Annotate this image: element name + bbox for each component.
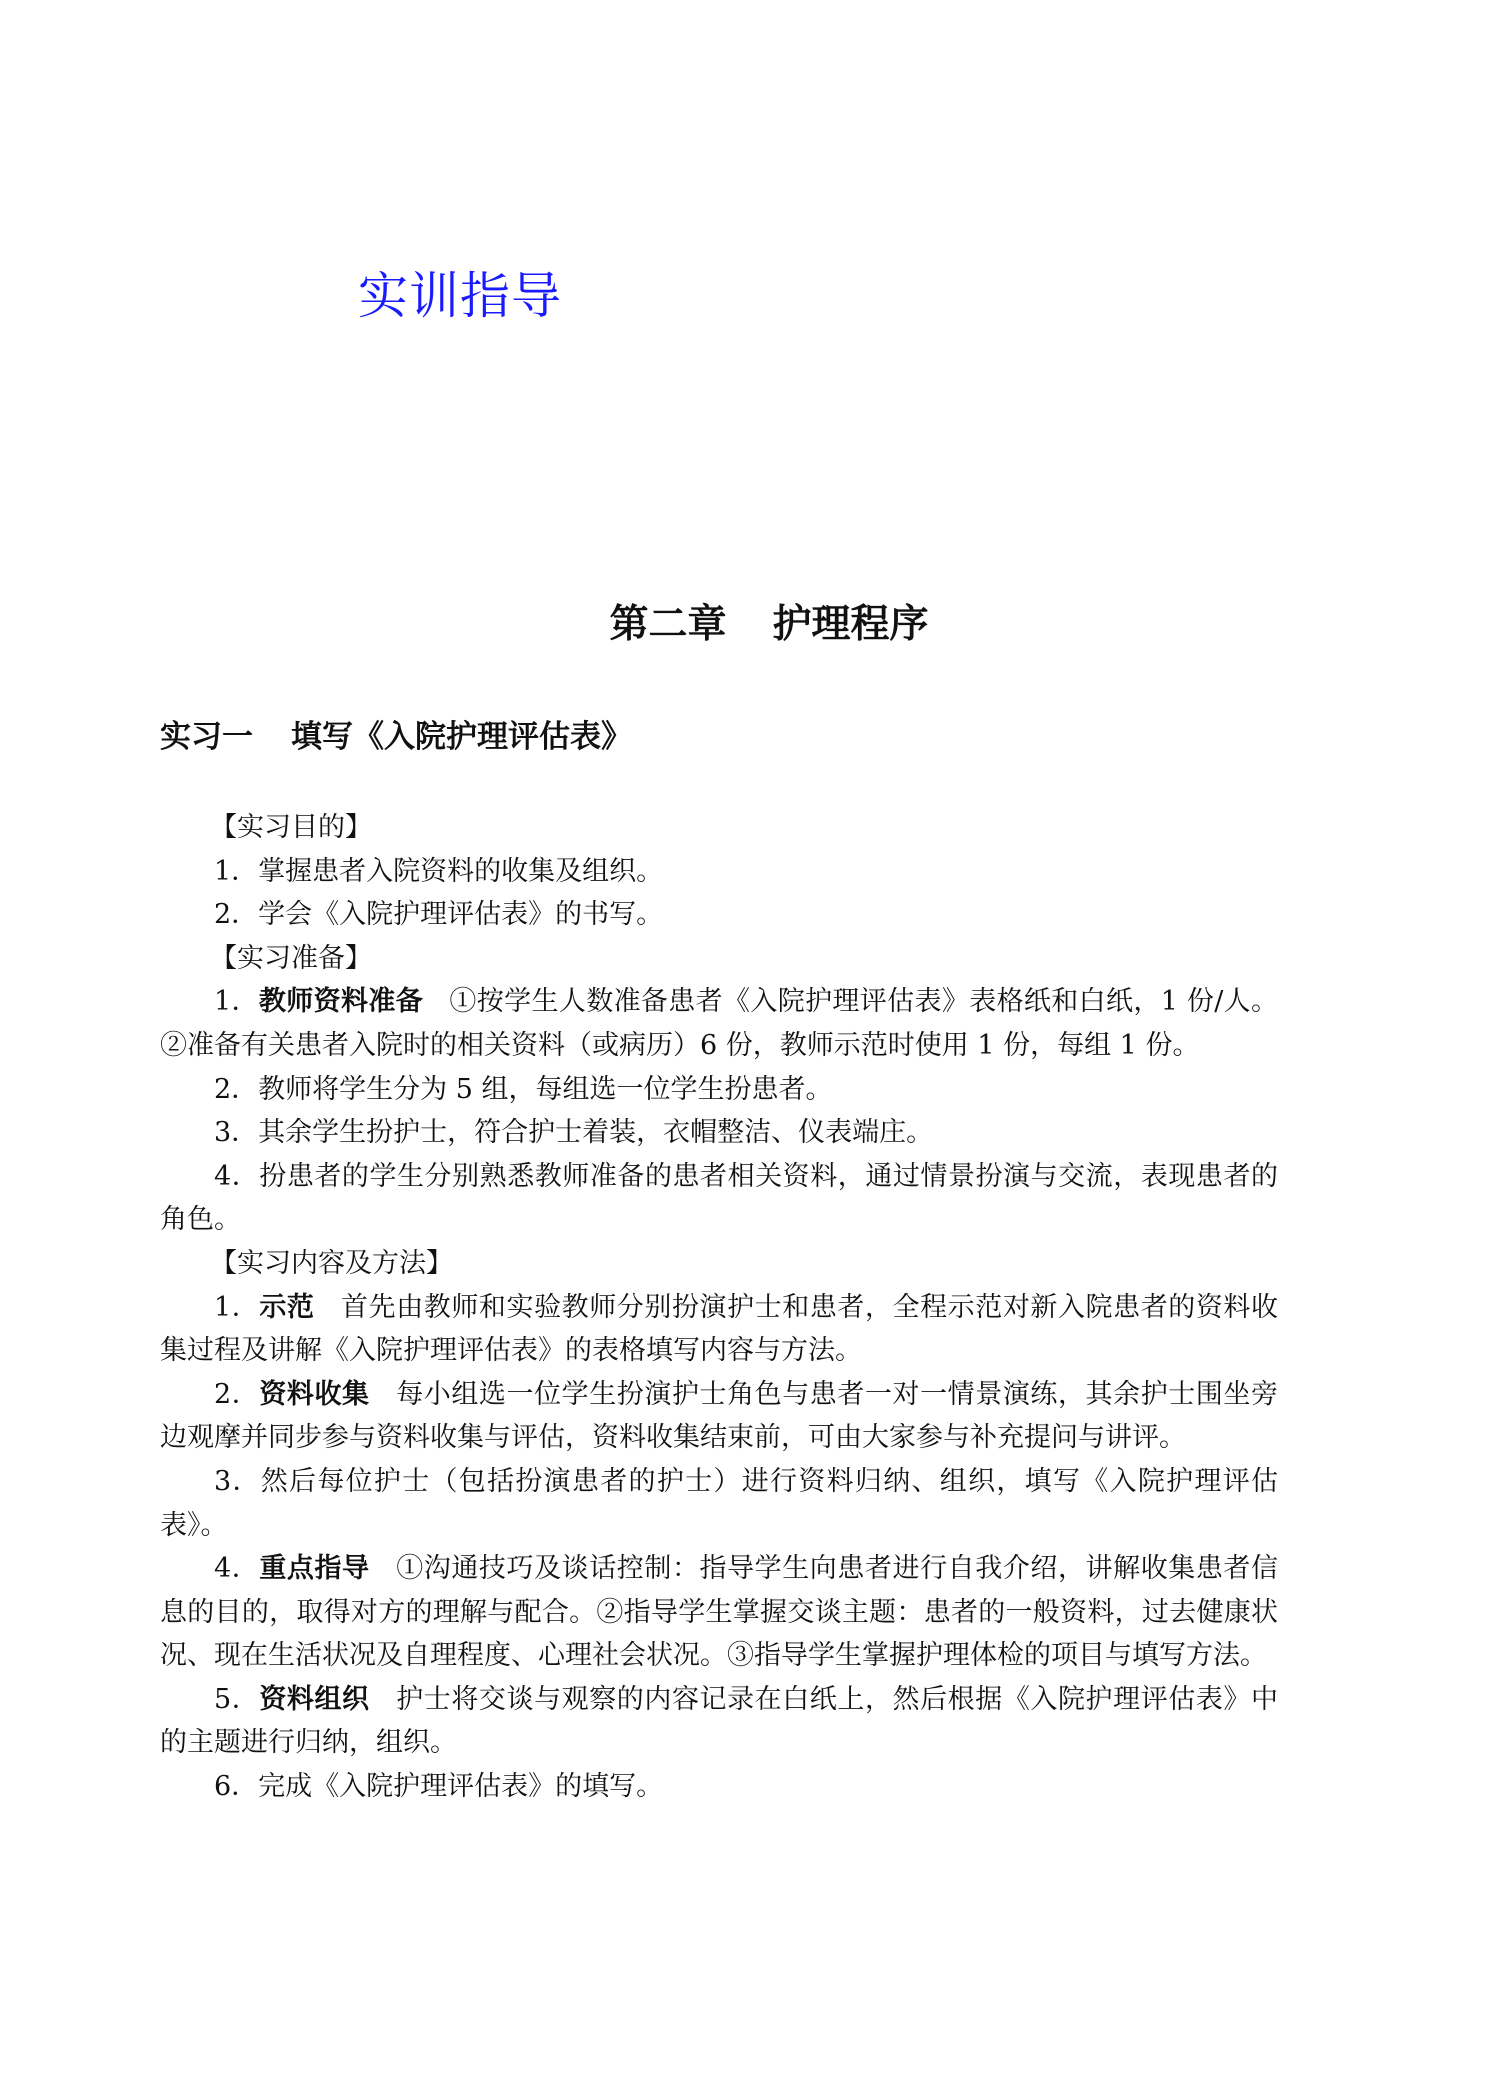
prep-item: 2．教师将学生分为 5 组，每组选一位学生扮患者。 xyxy=(214,1073,833,1105)
method-item xyxy=(160,1373,1278,1460)
item-keyword: 示范 xyxy=(259,1291,315,1323)
item-text: ①沟通技巧及谈话控制：指导学生向患者进行自我介绍，讲解收集患者信息的目的，取得对方的理解与配合。②指导学生掌握交谈主题：患者的一般资料，过去健康状况、现在生活状况及自理程度、心理社会状况。③指导学生掌握护理体检的项目与填写方法。 xyxy=(160,1553,1278,1672)
method-item xyxy=(160,1547,1278,1678)
item-text: 护士将交谈与观察的内容记录在白纸上，然后根据《入院护理评估表》中的主题进行归纳，组织。 xyxy=(160,1683,1278,1759)
item-number: 5． xyxy=(214,1683,260,1715)
item-number: 2． xyxy=(214,1378,260,1410)
objective-heading: 【实习目的】 xyxy=(210,812,372,843)
prep-item xyxy=(160,980,1278,1067)
prep-item: 4．扮患者的学生分别熟悉教师准备的患者相关资料，通过情景扮演与交流，表现患者的角色。 xyxy=(160,1160,1278,1236)
method-item: 6．完成《入院护理评估表》的填写。 xyxy=(214,1771,664,1803)
item-text: 首先由教师和实验教师分别扮演护士和患者，全程示范对新入院患者的资料收集过程及讲解《入院护理评估表》的表格填写内容与方法。 xyxy=(160,1291,1278,1367)
item-keyword: 教师资料准备 xyxy=(258,986,424,1018)
item-number: 1． xyxy=(214,986,259,1018)
item-text: ①按学生人数准备患者《入院护理评估表》表格纸和白纸，1 份/人。②准备有关患者入院时的相关资料（或病历）6 份，教师示范时使用 1 份，每组 1 份。 xyxy=(160,986,1279,1061)
objective-item: 2．学会《入院护理评估表》的书写。 xyxy=(214,899,664,931)
section-number: 实习一 xyxy=(160,719,253,755)
section-name: 填写《入院护理评估表》 xyxy=(291,719,632,755)
item-number: 4． xyxy=(214,1553,260,1585)
item-text: 每小组选一位学生扮演护士角色与患者一对一情景演练，其余护士围坐旁边观摩并同步参与资料收集与评估，资料收集结束前，可由大家参与补充提问与讲评。 xyxy=(160,1378,1278,1454)
method-item: 3．然后每位护士（包括扮演患者的护士）进行资料归纳、组织，填写《入院护理评估表》。 xyxy=(160,1465,1278,1541)
prep-item: 3．其余学生扮护士，符合护士着装，衣帽整洁、仪表端庄。 xyxy=(214,1117,934,1149)
chapter-name: 护理程序 xyxy=(772,602,929,647)
prep-heading: 【实习准备】 xyxy=(210,942,372,974)
objective-item: 1．掌握患者入院资料的收集及组织。 xyxy=(214,855,664,887)
item-keyword: 资料组织 xyxy=(259,1683,370,1715)
method-heading: 【实习内容及方法】 xyxy=(210,1247,453,1279)
method-item xyxy=(160,1678,1278,1765)
chapter-title xyxy=(0,595,1503,655)
body-text xyxy=(160,806,1278,1809)
method-item xyxy=(160,1286,1278,1373)
item-keyword: 资料收集 xyxy=(259,1378,370,1410)
chapter-number: 第二章 xyxy=(609,602,727,647)
item-number: 1． xyxy=(214,1291,260,1323)
item-keyword: 重点指导 xyxy=(259,1553,370,1585)
section-title xyxy=(160,712,632,762)
part-title: 实训指导 xyxy=(358,267,562,325)
